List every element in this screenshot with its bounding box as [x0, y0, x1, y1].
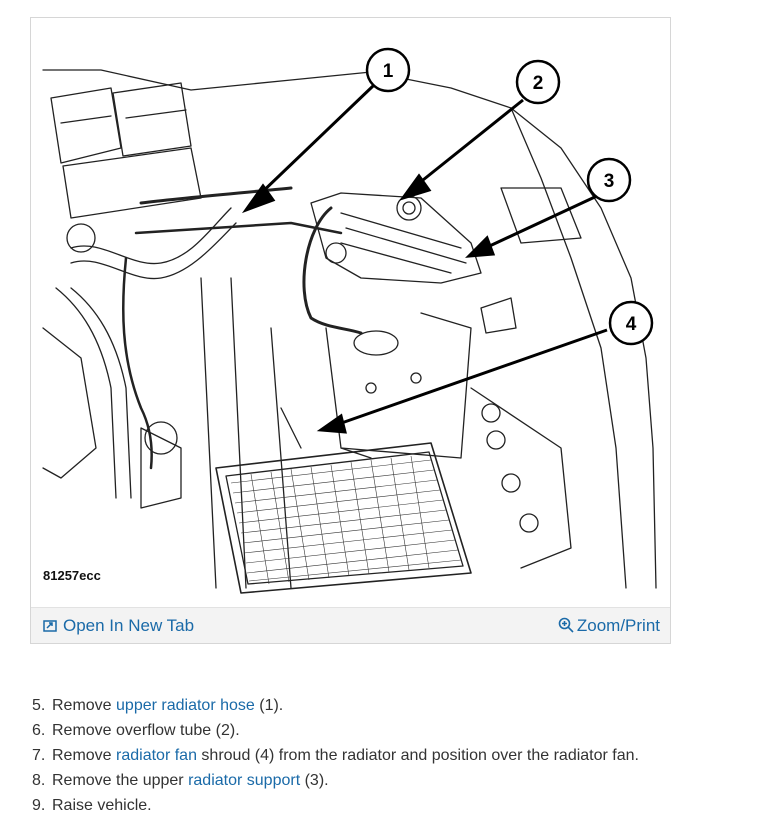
- magnifier-plus-icon: [558, 617, 574, 633]
- step-item: 8. Remove the upper radiator support (3).: [32, 772, 329, 789]
- upper-radiator-hose-link[interactable]: upper radiator hose: [116, 697, 255, 714]
- callout-3: [588, 159, 630, 201]
- step-item: 7. Remove radiator fan shroud (4) from the radiator and position over the radiator fan.: [32, 747, 639, 764]
- radiator-support-link[interactable]: radiator support: [188, 772, 301, 789]
- figure-card: [30, 17, 671, 644]
- open-in-new-tab-label: Open In New Tab: [63, 616, 195, 635]
- figure-id-label: 81257ecc: [43, 568, 101, 583]
- svg-text:3: 3: [603, 171, 615, 192]
- procedure-steps: [32, 693, 639, 818]
- step-item: 9. Raise vehicle.: [32, 797, 152, 814]
- figure-footer: [31, 607, 670, 643]
- svg-text:1: 1: [382, 61, 394, 82]
- callout-4: [610, 302, 652, 344]
- open-in-new-tab-link[interactable]: [43, 616, 194, 636]
- radiator-fan-link[interactable]: radiator fan: [116, 747, 197, 764]
- callout-2: [517, 61, 559, 103]
- step-item: 5. Remove upper radiator hose (1).: [32, 697, 284, 714]
- svg-text:4: 4: [625, 314, 637, 335]
- svg-text:2: 2: [532, 73, 544, 94]
- callout-1: [367, 49, 409, 91]
- step-item: 6. Remove overflow tube (2).: [32, 722, 240, 739]
- engine-bay-diagram: [41, 28, 661, 606]
- zoom-print-label: Zoom/Print: [576, 616, 660, 635]
- zoom-print-link[interactable]: [558, 616, 660, 636]
- open-new-tab-icon: [43, 619, 57, 633]
